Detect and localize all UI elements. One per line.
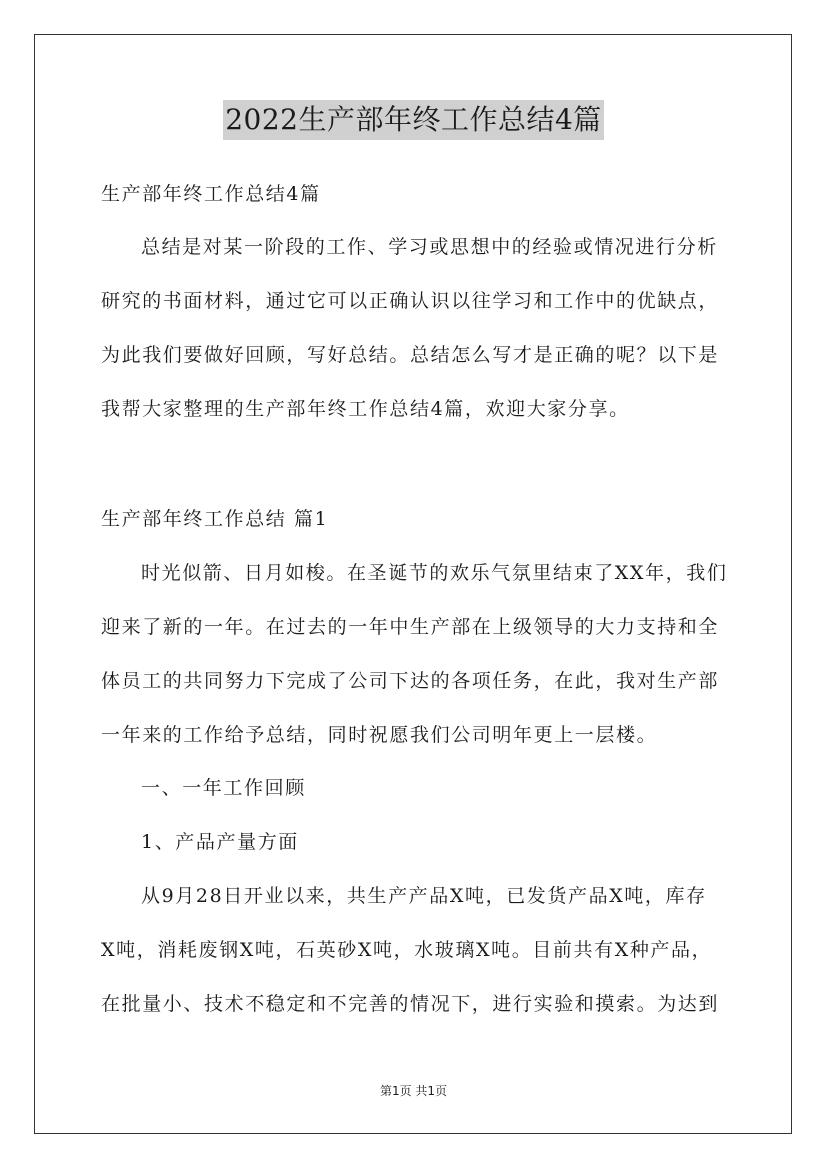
page-number-footer: 第1页 共1页 xyxy=(379,1084,448,1098)
subheading-line: 1、产品产量方面 xyxy=(141,831,299,853)
paragraph-line: 从9月28日开业以来，共生产产品X吨，已发货产品X吨，库存 xyxy=(141,885,707,907)
paragraph-line: 一年来的工作给予总结，同时祝愿我们公司明年更上一层楼。 xyxy=(101,724,658,746)
subtitle-line: 生产部年终工作总结4篇 xyxy=(101,183,321,205)
document-title-block xyxy=(0,100,827,144)
paragraph-line: 在批量小、技术不稳定和不完善的情况下，进行实验和摸索。为达到 xyxy=(101,993,720,1015)
paragraph-line: 我帮大家整理的生产部年终工作总结4篇，欢迎大家分享。 xyxy=(101,398,630,420)
paragraph-line: 时光似箭、日月如梭。在圣诞节的欢乐气氛里结束了XX年，我们 xyxy=(141,562,728,584)
paragraph-line: 迎来了新的一年。在过去的一年中生产部在上级领导的大力支持和全 xyxy=(101,616,720,638)
section-heading: 生产部年终工作总结 篇1 xyxy=(101,508,329,530)
paragraph-line: 研究的书面材料，通过它可以正确认识以往学习和工作中的优缺点， xyxy=(101,290,720,312)
subheading-line: 一、一年工作回顾 xyxy=(141,777,306,799)
document-title: 2022生产部年终工作总结4篇 xyxy=(223,100,604,140)
paragraph-line: 总结是对某一阶段的工作、学习或思想中的经验或情况进行分析 xyxy=(141,236,718,258)
paragraph-line: 为此我们要做好回顾，写好总结。总结怎么写才是正确的呢？以下是 xyxy=(101,344,720,366)
paragraph-line: 体员工的共同努力下完成了公司下达的各项任务，在此，我对生产部 xyxy=(101,670,720,692)
paragraph-line: X吨，消耗废钢X吨，石英砂X吨，水玻璃X吨。目前共有X种产品， xyxy=(101,939,713,961)
